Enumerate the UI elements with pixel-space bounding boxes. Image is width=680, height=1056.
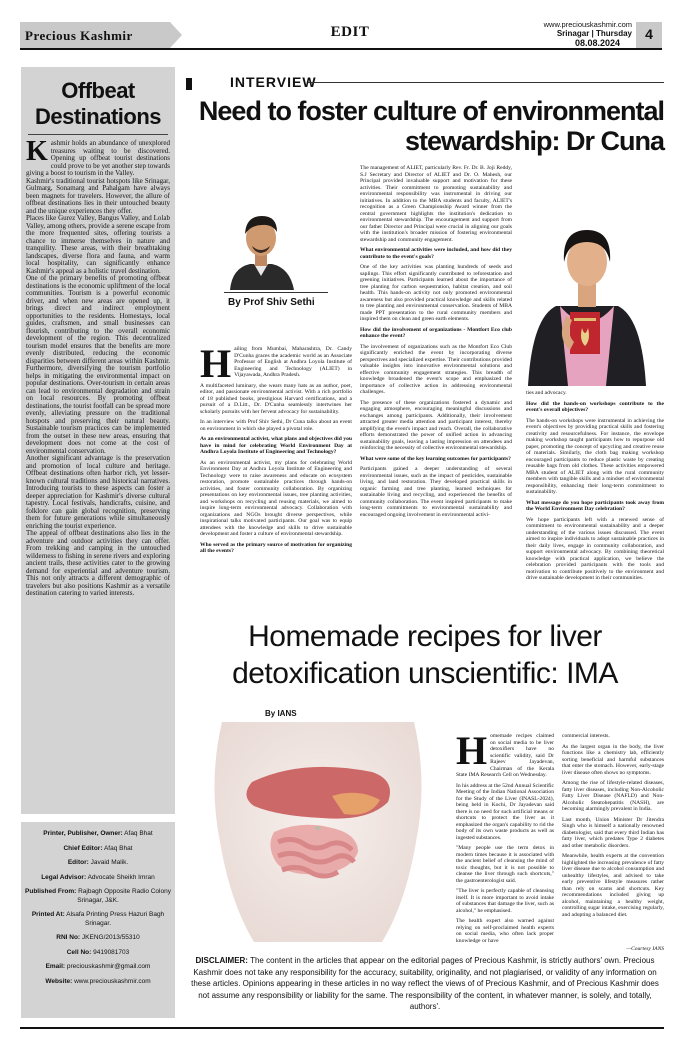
imprint-row bbox=[25, 888, 171, 905]
story2-column-1 bbox=[456, 733, 554, 963]
sidebar-dropcap: K bbox=[26, 136, 48, 167]
interview-byline: By Prof Shiv Sethi bbox=[228, 297, 315, 308]
editorial-sidebar bbox=[21, 67, 175, 814]
article-paragraph: Last month, Union Minister Dr Jitendra Singh who is himself a nationally renowned diabetologist, said that every third Indian has fatty liver, which predates Type 2 diabetes and other metabolic disorders. bbox=[562, 816, 664, 849]
article-paragraph: Participants gained a deeper understanding of several environmental issues, such as the impact of pesticides, sustainable living, and land restoration. They developed practical skills in organic farming and tree planting, learned techniques for sustainable living and recycling, and experienced the benefits of community collaboration. The event inspired participants to make long-term commitments to environmental sustainability and encouraged ongoing involvement in environmental activi- bbox=[360, 466, 512, 518]
imprint-label: Published From: bbox=[25, 888, 77, 895]
page-number: 4 bbox=[636, 22, 662, 48]
imprint-value: Alsafa Printing Press Hazuri Bagh Srinagar. bbox=[66, 911, 165, 927]
interview-question: Who served as the primary source of motivation for organizing all the events? bbox=[200, 541, 352, 554]
imprint-value[interactable]: www.preciouskashmir.com bbox=[74, 977, 151, 985]
story2-headline bbox=[186, 618, 664, 692]
imprint-label: Printed At: bbox=[31, 911, 65, 918]
interview-question: What message do you hope participants took away from the World Environment Day celebration? bbox=[526, 499, 664, 512]
article-paragraph: ties and advocacy. bbox=[526, 390, 567, 396]
article-paragraph: Homemade recipes claimed on social media to be liver detoxifiers have no scientific validity, said Dr Rajeev Jayadevan, Chairman of the Kerala State IMA Research Cell on Wednesday. bbox=[456, 733, 554, 778]
interview-question: What environmental activities were included, and how did they contribute to the event's goals? bbox=[360, 247, 512, 260]
imprint-label: Editor: bbox=[67, 859, 89, 866]
interview-column-2 bbox=[360, 165, 512, 589]
imprint-row bbox=[25, 845, 171, 854]
article-paragraph: As an environmental activist, my plans for celebrating World Environment Day at Andhra Loyola Institute of Engineering and Technology were to raise awareness and educate on ecosystem restoration, promote sustainable practices through hands-on activities, and foster community collaboration. By organizing presentations on key environmental issues, tree planting activities, and workshops on recycling and reusing materials, we aimed to inspire long-term environmental advocacy. Collaboration with organizations and NGOs brought diverse perspectives, while inspirational talks motivated participants. Our goal was to equip attendees with the knowledge and skills to drive sustainable development and foster a culture of environmental stewardship. bbox=[200, 459, 352, 537]
imprint-value: 9419081703 bbox=[93, 948, 130, 956]
story2-headline-line-2: detoxification unscientific: IMA bbox=[232, 657, 618, 690]
interviewee-photo bbox=[526, 188, 648, 386]
interview-question: What were some of the key learning outcomes for participants? bbox=[360, 455, 511, 462]
imprint-value: Afaq Bhat bbox=[103, 844, 133, 852]
imprint-value: Advocate Sheikh Imran bbox=[87, 873, 155, 881]
article-paragraph: Among the rise of lifestyle-related diseases, fatty liver diseases, including Non-Alcoholic Fatty Liver Disease (NAFLD) and Non-Alcoholic Steatohepatitis (NASH), are becoming alarmingly prevalent in India. bbox=[562, 780, 664, 812]
sidebar-paragraph: Another significant advantage is the preservation and promotion of local culture and heritage. Offbeat destinations often harbor rich, yet lesser-known cultural traditions and historical narratives. Introducing tourists to these aspects can foster a deeper appreciation for Kashmir's diverse cultural tapestry. Local festivals, handicrafts, cuisine, and folklore can gain global recognition, preserving them for future generations while simultaneously enriching the tourist experience. bbox=[26, 454, 170, 530]
sidebar-paragraph: One of the primary benefits of promoting offbeat destinations is the economic upliftment of the local communities. Tourism is a powerful economic driver, and when new areas are opened up, it brings direct and indirect employment opportunities to the residents. Homestays, local guides, craftsmen, and small businesses can flourish, contributing to the overall economic development of the region. This decentralized tourism model ensures that the benefits are more evenly distributed, reducing the economic disparities between different areas within Kashmir. Furthermore, diversifying the tourism portfolio helps in mitigating the environmental impact on popular destinations. Over-tourism in certain areas can lead to environmental degradation and strain on local resources. By promoting offbeat destinations, the tourist footfall can be spread more evenly, alleviating pressure on the traditional hotspots and preserving their natural beauty. Sustainable tourism practices can be implemented from the outset in these new areas, ensuring that development does not come at the cost of environmental conservation. bbox=[26, 274, 170, 455]
author-photo bbox=[224, 202, 298, 290]
article-paragraph: The health expert also warned against relying on self-proclaimed health experts on social media, who often lack proper knowledge or have bbox=[456, 918, 554, 944]
interview-column-3 bbox=[526, 390, 664, 588]
imprint-row bbox=[25, 978, 171, 987]
article-paragraph: Meanwhile, health experts at the convention highlighted the increasing prevalence of fatty liver disease due to alcohol consumption and unhealthy lifestyles, and advised to take early preventive lifestyle measures rather than rely on scams and shortcuts. Key recommendations included giving up alcohol, maintaining a healthy weight, controlling sugar intake, exercising regularly, and adopting a balanced diet. bbox=[562, 853, 664, 918]
imprint-label: Cell No: bbox=[66, 948, 92, 956]
imprint-value[interactable]: preciouskashmir@gmail.com bbox=[66, 963, 151, 970]
interview-question: How did the hands-on workshops contribute to the event's overall objectives? bbox=[526, 400, 664, 413]
article-paragraph: In an interview with Prof Shiv Sethi, Dr Cuna talks about an event on environment in which she played a pivotal role. bbox=[200, 419, 352, 432]
interview-headline: Need to foster culture of environmental stewardship: Dr Cuna bbox=[198, 96, 664, 156]
article-paragraph: commercial interests. bbox=[562, 733, 610, 739]
imprint-row bbox=[25, 934, 171, 943]
imprint-label: Website: bbox=[45, 977, 73, 985]
imprint-row bbox=[25, 859, 171, 868]
interview-kicker: INTERVIEW bbox=[230, 74, 317, 90]
imprint-value: JKENG/2013/55310 bbox=[81, 934, 140, 941]
imprint-box bbox=[21, 822, 175, 1018]
article-paragraph: The management of ALIET, particularly Rev. Fr. Dr. B. Joji Reddy, S.J Secretary and Director of ALIET and Dr. O. Mahesh, our Principal provided invaluable support and motivation for these activities. Their commitment to promoting sustainability and environmental responsibility was instrumental in driving our initiatives. In addition to the MBA students and faculty, ALIET's recognition as a Green Championship Award winner from the central government highlights the institution's dedication to environmental stewardship. The encouragement and support from our father Director and Principal were crucial in aligning our goals with the institution's broader mission of fostering environmental stewardship and community engagement. bbox=[360, 165, 512, 243]
article-paragraph: The presence of these organizations fostered a dynamic and engaging atmosphere, encouraging meaningful discussions and exchanges among participants. Additionally, their involvement attracted greater media attention and participant interest, thereby amplifying the event's impact and reach. Overall, the collaborative efforts demonstrated the power of unified action in advancing sustainability goals, leaving a lasting impression on attendees and reinforcing the necessity of collective environmental stewardship. bbox=[360, 399, 512, 451]
imprint-row bbox=[25, 874, 171, 883]
brand-name: Precious Kashmir bbox=[20, 22, 170, 48]
disclaimer-label: DISCLAIMER: bbox=[195, 956, 248, 965]
imprint-label: Printer, Publisher, Owner: bbox=[43, 830, 123, 837]
article-paragraph: "Many people use the term detox in modern times because it is associated with the ancient belief of cleansing the mind of toxic thoughts, but it is not possible to cleanse the liver through such shortcuts," the gastroenterologist said. bbox=[456, 845, 554, 884]
sidebar-paragraph: The appeal of offbeat destinations also lies in the adventure and outdoor activities they can offer. From trekking and camping in the untouched wilderness to fishing in serene rivers and exploring ancient trails, these activities cater to the growing demand for experiential and adventure tourism. This not only attracts a different demographic of travelers but also positions Kashmir as a versatile destination catering to varied interests. bbox=[26, 529, 170, 597]
imprint-row bbox=[25, 963, 171, 972]
interview-column-1 bbox=[200, 346, 352, 576]
disclaimer-text: The content in the articles that appear on the editorial pages of Precious Kashmir, is strictly authors' own. Precious Kashmir does not take any responsibility for the accuracy, suitability, originality, and not plagiarised, or validity of any information on these articles. Opinions appearing in these articles in no way reflect the views of of Precious Kashmir, and of Precious Kashmir does not assume any responsibility or liability for the same. The responsibility of the content, in whatever manner, is solely, and totally, authors'. bbox=[191, 956, 659, 1011]
imprint-value: Rajbagh Opposite Radio Colony Srinagar, J&K. bbox=[77, 888, 171, 904]
imprint-row bbox=[25, 911, 171, 928]
story2-column-2 bbox=[562, 733, 664, 945]
sidebar-paragraph: Kashmir's traditional tourist hotspots like Srinagar, Gulmarg, Sonamarg and Pahalgam have always been magnets for travelers. However, the allure of offbeat destinations lies in their untouched beauty and the unique experiences they offer. bbox=[26, 176, 170, 215]
disclaimer bbox=[186, 955, 664, 1013]
article-paragraph: We hope participants left with a renewed sense of commitment to environmental sustainability and a deeper understanding of the various issues discussed. The event aimed to inspire individuals to adopt sustainable practices in their daily lives, engage in community collaboration, and support environmental advocacy. By combining theoretical knowledge with practical application, we believe the celebration provided participants with the tools and motivation to contribute positively to the environment and drive sustainable development in their communities. bbox=[526, 516, 664, 581]
header-city-day: Srinagar | Thursday bbox=[556, 29, 632, 38]
story2-credit: —Courtesy IANS bbox=[626, 946, 664, 952]
liver-illustration bbox=[182, 722, 454, 942]
kicker-rule bbox=[308, 82, 664, 83]
story2-dropcap: H bbox=[456, 733, 488, 773]
bottom-rule bbox=[20, 1027, 664, 1029]
masthead bbox=[20, 20, 662, 50]
sidebar-title-line-2: Destinations bbox=[34, 104, 162, 129]
imprint-label: Email: bbox=[45, 963, 66, 970]
imprint-label: RNI No: bbox=[56, 934, 81, 941]
article-paragraph: As the largest organ in the body, the liver functions like a chemistry lab, efficiently sorting beneficial and harmful substances that enter the stomach. However, early-stage liver disease often shows no symptoms. bbox=[562, 743, 664, 776]
article-paragraph: One of the key activities was planting hundreds of seeds and saplings. This effort significantly contributed to reforestation and greening initiatives. Participants learned about the importance of tree planting for carbon sequestration, habitat creation, and soil health. This hands-on activity not only promoted environmental awareness but also provided practical knowledge and skills related to tree planting and environmental conservation. Students of MBA made PPT presentation to the rural community members and inspired them on clean and green earth elements. bbox=[360, 264, 512, 322]
imprint-value: Javaid Malik. bbox=[90, 859, 129, 866]
imprint-label: Chief Editor: bbox=[63, 844, 103, 852]
interview-dropcap: H bbox=[200, 346, 232, 386]
byline-rule bbox=[224, 292, 328, 293]
sidebar-title bbox=[26, 78, 170, 130]
header-website[interactable]: www.preciouskashmir.com bbox=[543, 20, 632, 29]
imprint-value: Afaq Bhat bbox=[124, 830, 153, 837]
sidebar-paragraph: Places like Gurez Valley, Bangus Valley, and Lolab Valley, among others, provide a serene escape from the more frequented sites, offering tourists a chance to immerse themselves in nature and tranquility. These areas, with their breathtaking landscapes, diverse flora and fauna, and warm local hospitality, can significantly enhance Kashmir's appeal as a holistic travel destination. bbox=[26, 214, 170, 275]
story2-headline-line-1: Homemade recipes for liver bbox=[248, 620, 602, 653]
article-paragraph: A multifaceted luminary, she wears many hats as an author, poet, editor, and passionate environmental activist. With a rich portfolio of 18 published books, prestigious Harvard certifications, and a pursuit of a D.Litt., Dr. D'Cunha seamlessly intertwines her scholarly pursuits with her fervent advocacy for sustainability. bbox=[200, 382, 352, 415]
imprint-row bbox=[25, 949, 171, 958]
article-paragraph: "The liver is perfectly capable of cleansing itself. It is more important to avoid intake of substances that damage the liver, such as alcohol," he emphasised. bbox=[456, 888, 554, 914]
sidebar-paragraph: Kashmir holds an abundance of unexplored treasures waiting to be discovered. Opening up offbeat tourist destinations could prove to be yet another step towards giving a boost to tourism in the Valley. bbox=[26, 136, 170, 177]
imprint-label: Legal Advisor: bbox=[41, 873, 87, 881]
sidebar-divider bbox=[28, 134, 168, 135]
imprint-row bbox=[25, 830, 171, 839]
interview-question: How did the involvement of organizations - Montfort Eco club enhance the event? bbox=[360, 326, 512, 339]
header-date: 08.08.2024 bbox=[574, 38, 620, 48]
article-paragraph: In his address at the 52nd Annual Scientific Meeting of the Indian National Association for the Study of the Liver (INASL-2024), being held in Kochi, Dr Jayadevan said there is no need for such artificial means or shortcuts to protect the liver as it emphasized the organ's capability to rid the body of its own waste products as well as ingested substances. bbox=[456, 782, 554, 841]
sidebar-title-line-1: Offbeat bbox=[61, 78, 135, 103]
kicker-bar bbox=[186, 78, 192, 90]
section-name: EDIT bbox=[330, 24, 370, 40]
article-paragraph: The involvement of organizations such as the Montfort Eco Club significantly enriched the event by incorporating diverse perspectives and specialized expertise. Their contributions provided valuable insights into innovative environmental solutions and effective community engagement strategies. This breadth of knowledge broadened the event's scope and emphasized the importance of collective action in addressing environmental challenges. bbox=[360, 343, 512, 395]
article-paragraph: The hands-on workshops were instrumental in achieving the event's objectives by providing practical skills and fostering creativity and resourcefulness. For instance, the envelope making workshop taught participants how to repurpose old paper, promoting the concept of upcycling and creative reuse of materials. Similarly, the cloth bag making workshop encouraged participants to reduce plastic waste by creating reusable bags from old clothes. These activities empowered MBA student of ALIET along with the rural community members with tangible skills and a mindset of environmental responsibility, enhancing their long-term commitment to sustainability. bbox=[526, 417, 664, 495]
story2-byline: By IANS bbox=[265, 709, 297, 718]
article-paragraph: Hailing from Mumbai, Maharashtra, Dr. Candy D'Cunha graces the academic world as an Associate Professor of English at Andhra Loyola Institute of Engineering and Technology (ALIET) in Vijayawada, Andhra Pradesh. bbox=[200, 346, 352, 386]
interview-question: As an environmental activist, what plans and objectives did you have in mind for celebrating World Environment Day at Andhra Loyola Institute of Engineering and Technology? bbox=[200, 436, 352, 455]
